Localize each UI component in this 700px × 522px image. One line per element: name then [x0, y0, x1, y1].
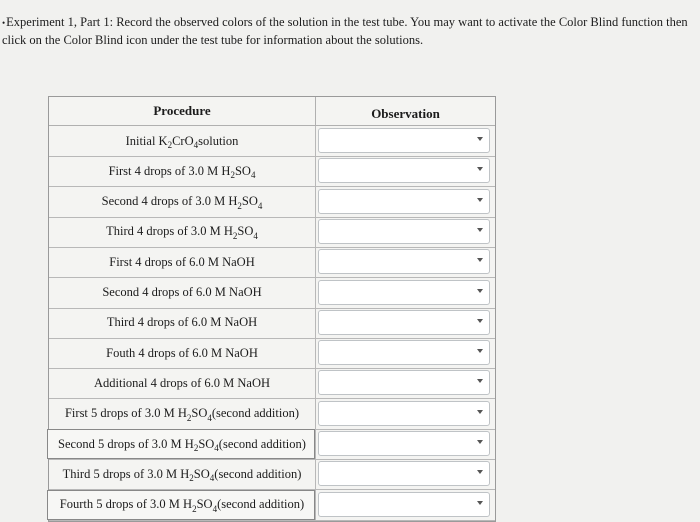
- observation-dropdown[interactable]: [318, 158, 490, 183]
- observation-cell: [315, 459, 495, 489]
- procedure-text: Second 5 drops of 3.0 M H: [58, 436, 194, 451]
- procedure-cell: [49, 368, 315, 398]
- observation-dropdown[interactable]: [318, 189, 490, 214]
- table-row: [49, 308, 495, 339]
- subscript: 4: [193, 140, 199, 150]
- chevron-down-icon: [477, 470, 483, 474]
- table-row: [49, 368, 495, 399]
- table-row: [49, 338, 495, 369]
- observation-cell: [315, 399, 495, 429]
- observation-cell: [315, 187, 495, 217]
- table-row: [49, 187, 495, 218]
- observation-dropdown[interactable]: [318, 310, 490, 335]
- procedure-header: Procedure: [153, 103, 211, 118]
- observation-cell: [315, 217, 495, 247]
- table-row: [49, 156, 495, 187]
- procedure-text: (second addition): [218, 436, 306, 451]
- subscript: 2: [186, 412, 192, 423]
- procedure-text: (second addition): [214, 466, 302, 481]
- observation-cell: [315, 126, 495, 156]
- chevron-down-icon: [477, 289, 483, 293]
- subscript: 4: [207, 412, 212, 423]
- procedure-cell: [49, 247, 315, 277]
- observation-dropdown[interactable]: [318, 370, 490, 395]
- procedure-text: (second addition): [217, 497, 305, 512]
- subscript: 2: [230, 170, 235, 181]
- procedure-text: SO: [241, 194, 258, 209]
- procedure-text: SO: [196, 497, 213, 512]
- procedure-cell: [49, 429, 315, 459]
- procedure-cell: [49, 187, 315, 217]
- subscript: 2: [237, 200, 242, 211]
- observation-dropdown[interactable]: [318, 219, 490, 244]
- table-row: [49, 247, 495, 278]
- observation-cell: [315, 247, 495, 277]
- table-header: [49, 97, 495, 126]
- procedure-text: solution: [198, 133, 239, 148]
- subscript: 2: [167, 140, 173, 150]
- procedure-cell: [49, 490, 315, 520]
- procedure-text: First 4 drops of 3.0 M H: [108, 163, 231, 178]
- observation-dropdown[interactable]: [318, 431, 490, 456]
- observation-cell: [315, 429, 495, 459]
- observation-dropdown[interactable]: [318, 401, 490, 426]
- subscript: 4: [257, 200, 263, 211]
- table-row: [49, 278, 495, 309]
- bullet-icon: •: [2, 18, 6, 28]
- procedure-text: SO: [237, 224, 254, 239]
- procedure-cell: [49, 278, 315, 308]
- table-row: [49, 490, 495, 521]
- chevron-down-icon: [477, 501, 483, 505]
- procedure-cell: [49, 338, 315, 368]
- subscript: 4: [212, 503, 218, 514]
- table-row: [49, 399, 495, 430]
- chevron-down-icon: [477, 440, 483, 444]
- observation-dropdown[interactable]: [318, 492, 490, 517]
- procedure-text: SO: [198, 436, 215, 451]
- instructions-body: Experiment 1, Part 1: Record the observed colors of the solution in the test tube. You may want to activate the Color Blind function then click on the Color Blind icon under the test tube for information about the solutions.: [2, 15, 688, 47]
- subscript: 4: [250, 170, 256, 181]
- chevron-down-icon: [477, 258, 483, 262]
- procedure-cell: [49, 459, 315, 489]
- observation-table: [48, 96, 496, 522]
- chevron-down-icon: [477, 167, 483, 171]
- procedure-text: First 5 drops of 3.0 M H: [64, 406, 187, 421]
- instructions-text: [2, 14, 692, 49]
- procedure-text: Initial K: [125, 133, 168, 148]
- procedure-cell: [49, 217, 315, 247]
- observation-dropdown[interactable]: [318, 249, 490, 274]
- subscript: 2: [232, 230, 238, 241]
- chevron-down-icon: [477, 410, 483, 414]
- chevron-down-icon: [477, 198, 483, 202]
- observation-dropdown[interactable]: [318, 280, 490, 305]
- chevron-down-icon: [477, 319, 483, 323]
- subscript: 4: [209, 473, 215, 484]
- procedure-text: Second 4 drops of 3.0 M H: [101, 194, 238, 209]
- observation-header: Observation: [315, 97, 495, 125]
- observation-cell: [315, 156, 495, 186]
- observation-cell: [315, 308, 495, 338]
- procedure-text: CrO: [172, 133, 194, 148]
- observation-cell: [315, 338, 495, 368]
- procedure-text: Additional 4 drops of 6.0 M NaOH: [93, 375, 271, 390]
- subscript: 2: [192, 503, 197, 514]
- table-row: [49, 126, 495, 157]
- chevron-down-icon: [477, 349, 483, 353]
- subscript: 4: [214, 443, 219, 453]
- table-row: [49, 217, 495, 248]
- procedure-cell: [49, 156, 315, 186]
- procedure-text: SO: [191, 406, 208, 421]
- observation-cell: [315, 278, 495, 308]
- observation-dropdown[interactable]: [318, 461, 490, 486]
- observation-cell: [315, 490, 495, 520]
- procedure-cell: [49, 308, 315, 338]
- observation-dropdown[interactable]: [318, 340, 490, 365]
- subscript: 2: [189, 473, 194, 484]
- chevron-down-icon: [477, 228, 483, 232]
- subscript: 2: [193, 443, 199, 453]
- procedure-text: Third 5 drops of 3.0 M H: [62, 466, 190, 481]
- procedure-text: Third 4 drops of 6.0 M NaOH: [106, 315, 258, 330]
- procedure-text: SO: [193, 466, 210, 481]
- procedure-cell: [49, 126, 315, 156]
- procedure-text: SO: [234, 163, 251, 178]
- chevron-down-icon: [477, 137, 483, 141]
- procedure-text: Fouth 4 drops of 6.0 M NaOH: [106, 345, 258, 360]
- procedure-cell: [49, 399, 315, 429]
- observation-dropdown[interactable]: [318, 128, 490, 153]
- table-row: [49, 459, 495, 490]
- subscript: 4: [253, 230, 258, 241]
- procedure-text: Third 4 drops of 3.0 M H: [106, 224, 233, 239]
- procedure-text: First 4 drops of 6.0 M NaOH: [109, 254, 255, 269]
- procedure-text: Second 4 drops of 6.0 M NaOH: [102, 285, 262, 299]
- table-row: [49, 429, 495, 460]
- observation-cell: [315, 368, 495, 398]
- procedure-text: (second addition): [211, 406, 299, 421]
- procedure-text: Fourth 5 drops of 3.0 M H: [59, 497, 193, 512]
- chevron-down-icon: [477, 379, 483, 383]
